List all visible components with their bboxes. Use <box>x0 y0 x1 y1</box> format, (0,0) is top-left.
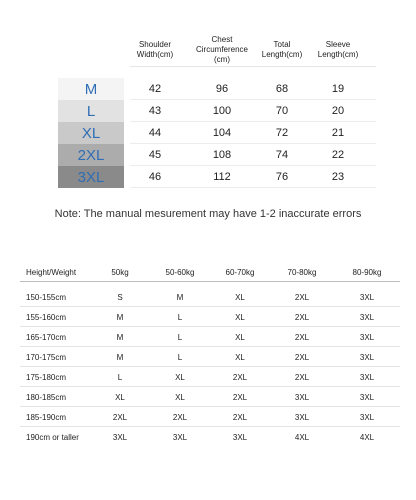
header-chest-circumference: Chest Circumference (cm) <box>195 35 248 64</box>
size-cell: 2XL <box>172 412 188 422</box>
size-cell: 3XL <box>359 392 375 402</box>
length-value: 74 <box>275 149 289 161</box>
table-header-row <box>20 262 400 282</box>
height-cell: 150-155cm <box>26 292 67 302</box>
chest-value: 108 <box>212 149 232 161</box>
size-cell: 3XL <box>294 412 310 422</box>
header-sleeve-length: Sleeve Length(cm) <box>317 40 359 59</box>
size-cell: 2XL <box>232 412 248 422</box>
table-row <box>20 367 400 387</box>
header-50-60kg: 50-60kg <box>165 267 195 277</box>
size-cell: 3XL <box>294 392 310 402</box>
length-value: 68 <box>275 83 289 95</box>
header-50kg: 50kg <box>111 267 129 277</box>
height-cell: 155-160cm <box>26 312 67 322</box>
size-cell: M <box>116 352 124 362</box>
chest-value: 100 <box>212 105 232 117</box>
size-cell: XL <box>235 332 245 342</box>
header-shoulder-width: Shoulder Width(cm) <box>136 40 174 59</box>
size-cell: XL <box>235 352 245 362</box>
size-label: M <box>58 78 124 100</box>
size-cell: 3XL <box>232 432 248 442</box>
size-row-3xl <box>0 166 416 188</box>
size-cell: 2XL <box>294 332 310 342</box>
height-cell: 190cm or taller <box>26 432 79 442</box>
size-cell: XL <box>235 312 245 322</box>
header-height-weight: Height/Weight <box>26 267 77 277</box>
size-cell: 3XL <box>359 312 375 322</box>
sleeve-value: 21 <box>331 127 345 139</box>
height-cell: 180-185cm <box>26 392 67 402</box>
size-cell: 3XL <box>359 412 375 422</box>
header-70-80kg: 70-80kg <box>287 267 317 277</box>
size-cell: 4XL <box>359 432 375 442</box>
size-cell: 2XL <box>294 292 310 302</box>
measurement-table <box>0 0 416 200</box>
size-cell: M <box>176 292 184 302</box>
size-label: L <box>58 100 124 122</box>
measurement-note: Note: The manual mesurement may have 1-2 inaccurate errors <box>54 208 362 220</box>
length-value: 76 <box>275 171 289 183</box>
size-cell: L <box>177 352 183 362</box>
header-80-90kg: 80-90kg <box>352 267 382 277</box>
size-cell: XL <box>175 372 185 382</box>
size-cell: 3XL <box>359 352 375 362</box>
row-divider <box>130 187 376 188</box>
size-cell: L <box>177 332 183 342</box>
size-cell: 2XL <box>232 372 248 382</box>
chest-value: 96 <box>215 83 229 95</box>
size-row-xl <box>0 122 416 144</box>
header-divider <box>130 66 376 67</box>
table-row <box>20 347 400 367</box>
header-total-length: Total Length(cm) <box>261 40 303 59</box>
table-row <box>20 307 400 327</box>
header-60-70kg: 60-70kg <box>225 267 255 277</box>
height-cell: 185-190cm <box>26 412 67 422</box>
size-cell: L <box>177 312 183 322</box>
shoulder-value: 43 <box>148 105 162 117</box>
shoulder-value: 44 <box>148 127 162 139</box>
size-cell: S <box>117 292 123 302</box>
length-value: 70 <box>275 105 289 117</box>
size-cell: 3XL <box>172 432 188 442</box>
table-row <box>20 327 400 347</box>
size-cell: 2XL <box>232 392 248 402</box>
chest-value: 104 <box>212 127 232 139</box>
header-divider <box>20 281 400 282</box>
shoulder-value: 42 <box>148 83 162 95</box>
size-row-m <box>0 78 416 100</box>
shoulder-value: 45 <box>148 149 162 161</box>
length-value: 72 <box>275 127 289 139</box>
table-row <box>20 387 400 407</box>
size-cell: 3XL <box>359 292 375 302</box>
size-cell: 2XL <box>294 372 310 382</box>
size-cell: 3XL <box>359 332 375 342</box>
size-cell: L <box>117 372 123 382</box>
size-row-2xl <box>0 144 416 166</box>
size-label: 3XL <box>58 166 124 188</box>
size-cell: M <box>116 312 124 322</box>
size-cell: 2XL <box>112 412 128 422</box>
size-cell: 3XL <box>112 432 128 442</box>
chest-value: 112 <box>213 171 231 183</box>
sleeve-value: 19 <box>331 83 345 95</box>
sleeve-value: 20 <box>331 105 345 117</box>
height-cell: 175-180cm <box>26 372 67 382</box>
size-cell: XL <box>115 392 125 402</box>
size-row-l <box>0 100 416 122</box>
table-row <box>20 427 400 447</box>
size-cell: 4XL <box>294 432 310 442</box>
table-row <box>20 407 400 427</box>
sleeve-value: 23 <box>331 171 345 183</box>
size-cell: XL <box>175 392 185 402</box>
shoulder-value: 46 <box>148 171 162 183</box>
size-cell: 2XL <box>294 352 310 362</box>
height-cell: 165-170cm <box>26 332 67 342</box>
sleeve-value: 22 <box>331 149 345 161</box>
size-label: 2XL <box>58 144 124 166</box>
size-cell: XL <box>235 292 245 302</box>
size-cell: 3XL <box>359 372 375 382</box>
size-cell: M <box>116 332 124 342</box>
size-cell: 2XL <box>294 312 310 322</box>
table-row <box>20 287 400 307</box>
height-cell: 170-175cm <box>26 352 67 362</box>
size-label: XL <box>58 122 124 144</box>
